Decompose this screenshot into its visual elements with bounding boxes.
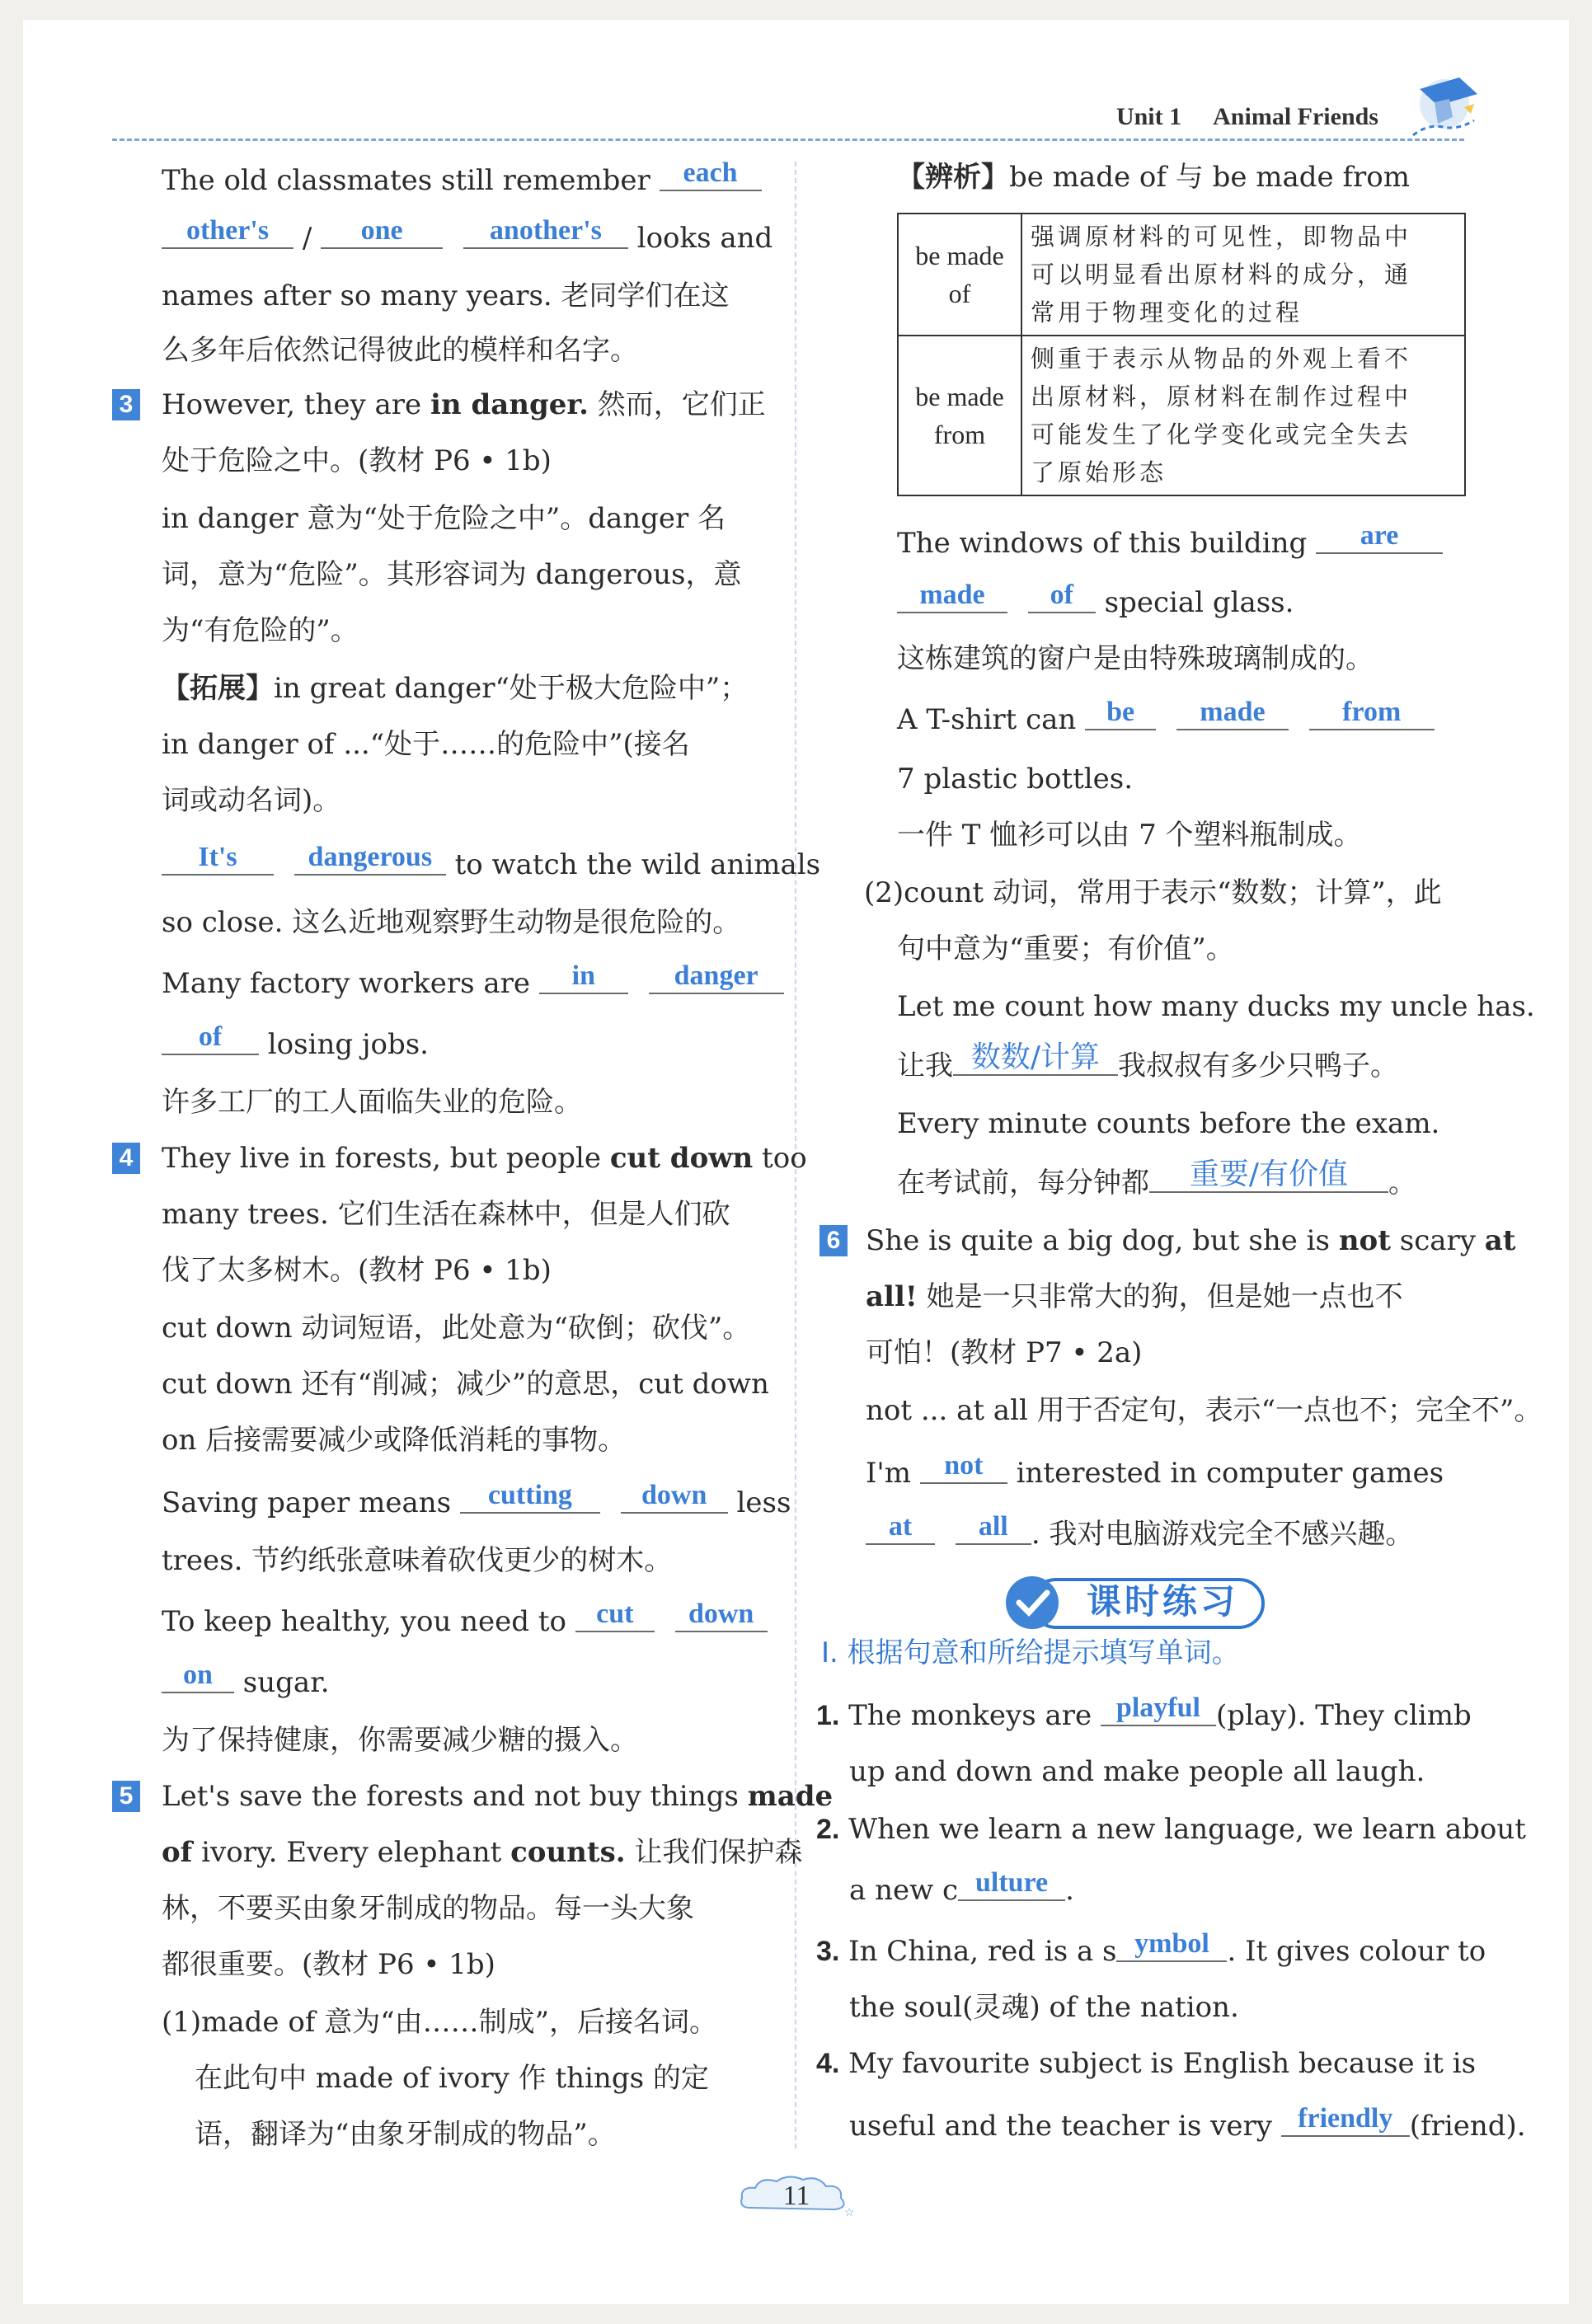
practice-title: 课时练习 [1087,1581,1239,1622]
answer-blank: all [956,1510,1031,1545]
answer-blank: of [162,1021,259,1055]
question-3-cont: the soul(灵魂) of the nation. [849,1991,1239,2024]
paragraph-line: 句中意为“重要；有价值”。 [897,932,1234,965]
paragraph-line: many trees. 它们生活在森林中，但是人们砍 [162,1198,730,1231]
item-number-badge: 6 [819,1225,848,1256]
example-line: The windows of this building are [897,523,1443,564]
paragraph-line: 处于危险之中。(教材 P6 • 1b) [162,444,552,477]
paragraph-line: in danger 意为“处于危险之中”。danger 名 [162,502,726,535]
page-header [112,92,1481,142]
svg-text:☆: ☆ [844,2206,855,2219]
example-line: Every minute counts before the exam. [897,1107,1440,1140]
answer-blank: one [321,214,443,249]
answer-blank: made [1176,696,1289,730]
item-number-badge: 3 [112,389,140,420]
example-line: made of special glass. [897,582,1294,623]
answer-blank: It's [162,841,274,876]
example-line: on sugar. [162,1662,330,1703]
paragraph-line: 语，翻译为“由象牙制成的物品”。 [195,2118,616,2151]
paragraph-line: of ivory. Every elephant counts. 让我们保护森 [162,1836,803,1869]
paragraph-line: in danger of ...“处于……的危险中”(接名 [162,728,690,761]
page-number: 11 [782,2181,810,2211]
question-1: 1. The monkeys are playful (play). They climb [816,1693,1472,1732]
answer-blank: in [539,960,628,994]
question-1-cont: up and down and make people all laugh. [849,1755,1425,1788]
comparison-table [897,213,1466,496]
answer-blank: cut [575,1598,655,1632]
paragraph-line: (2)count 动词，常用于表示“数数；计算”，此 [864,876,1442,909]
example-line: 为了保持健康，你需要减少糖的摄入。 [162,1724,638,1757]
paragraph-line: They live in forests, but people cut down too [162,1142,807,1175]
table-row [898,336,1465,495]
paragraph-line: 在此句中 made of ivory 作 things 的定 [195,2062,709,2095]
unit-title: Animal Friends [1213,103,1378,130]
answer-blank: another's [463,214,628,249]
answer-blank: made [897,579,1007,613]
example-line: To keep healthy, you need to cut down [162,1601,768,1642]
paragraph-line: The old classmates still remember each [162,160,762,201]
paragraph-line: 可怕！(教材 P7 • 2a) [866,1336,1143,1369]
unit-label: Unit 1 [1115,103,1182,130]
example-line: so close. 这么近地观察野生动物是很危险的。 [162,906,741,939]
paragraph-line: She is quite a big dog, but she is not scary at [866,1224,1516,1257]
header-divider [112,139,1464,141]
table-cell-term: be made from [898,336,1021,495]
example-line: 许多工厂的工人面临失业的危险。 [162,1086,582,1119]
answer-blank: 数数/计算 [953,1041,1118,1076]
example-line: Saving paper means cutting down less [162,1480,791,1519]
example-line: A T-shirt can be made from [897,699,1435,740]
item-number-badge: 4 [112,1143,140,1174]
paragraph-line: on 后接需要减少或降低消耗的事物。 [162,1424,627,1457]
answer-blank: danger [649,960,784,994]
graduation-cap-icon [1395,66,1486,145]
answer-blank: friendly [1281,2102,1410,2137]
paragraph-line: 林，不要买由象牙制成的物品。每一头大象 [162,1892,694,1925]
answer-blank: playful [1101,1692,1216,1726]
question-4-cont: useful and the teacher is very friendly (friend). [849,2103,1526,2143]
example-line: I'm not interested in computer games [866,1450,1444,1490]
example-line: 7 plastic bottles. [897,763,1133,796]
answer-blank: ymbol [1116,1927,1227,1962]
answer-blank: of [1028,579,1096,613]
answer-blank: are [1316,519,1443,554]
example-line: Many factory workers are in danger [162,963,784,1004]
answer-blank: at [866,1510,935,1545]
question-2-cont: a new c ulture . [849,1867,1074,1907]
paragraph-line: 为“有危险的”。 [162,614,359,647]
paragraph-line: 都很重要。(教材 P6 • 1b) [162,1948,495,1981]
example-line: 这栋建筑的窗户是由特殊玻璃制成的。 [897,642,1374,675]
section-heading: Ⅰ. 根据句意和所给提示填写单词。 [821,1636,1240,1669]
paragraph-line: However, they are in danger. 然而，它们正 [162,388,766,421]
answer-blank: down [675,1598,768,1632]
answer-blank: other's [162,214,294,249]
answer-blank: down [621,1479,728,1514]
example-line: at all . 我对电脑游戏完全不感兴趣。 [866,1514,1413,1555]
comparison-heading: 【辨析】be made of 与 be made from [897,161,1411,194]
item-number-badge: 5 [112,1781,140,1812]
example-line: of losing jobs. [162,1024,429,1065]
example-line: 一件 T 恤衫可以由 7 个塑料瓶制成。 [897,819,1362,852]
question-3: 3. In China, red is a s ymbol . It gives colour to [816,1928,1486,1968]
paragraph-line: 【拓展】in great danger“处于极大危险中”； [162,672,749,705]
paragraph-line: cut down 动词短语，此处意为“砍倒；砍伐”。 [162,1312,751,1345]
example-line: 让我 数数/计算 我叔叔有多少只鸭子。 [897,1040,1398,1082]
answer-blank: 重要/有价值 [1149,1158,1388,1193]
paragraph-line: names after so many years. 老同学们在这 [162,279,730,312]
example-line: It's dangerous to watch the wild animals [162,844,820,885]
answer-blank: from [1309,696,1435,730]
paragraph-line: all! 她是一只非常大的狗，但是她一点也不 [866,1280,1403,1313]
answer-blank: cutting [460,1479,600,1514]
paragraph-line: cut down 还有“削减；减少”的意思，cut down [162,1368,769,1401]
example-line: trees. 节约纸张意味着砍伐更少的树木。 [162,1544,673,1577]
example-line: 在考试前，每分钟都 重要/有价值 。 [897,1157,1416,1200]
table-cell-explanation: 强调原材料的可见性，即物品中 可以明显看出原材料的成分，通 常用于物理变化的过程 [1021,214,1465,336]
answer-blank: ulture [958,1866,1065,1901]
question-4: 4. My favourite subject is English because it is [816,2047,1477,2080]
paragraph-line: other's / one another's looks and [162,218,773,259]
answer-blank: each [660,157,762,191]
answer-blank: not [920,1449,1007,1484]
answer-blank: on [162,1659,234,1693]
paragraph-line: not ... at all 用于否定句，表示“一点也不；完全不”。 [866,1394,1543,1427]
paragraph-line: 么多年后依然记得彼此的模样和名字。 [162,334,638,367]
answer-blank: dangerous [294,841,446,876]
paragraph-line: Let's save the forests and not buy things made [162,1780,834,1813]
table-cell-explanation: 侧重于表示从物品的外观上看不 出原材料，原材料在制作过程中 可能发生了化学变化或完全失去 了原始形态 [1021,336,1465,495]
paragraph-line: (1)made of 意为“由……制成”，后接名词。 [162,2006,717,2039]
table-cell-term: be made of [898,214,1021,336]
paragraph-line: 伐了太多树木。(教材 P6 • 1b) [162,1254,552,1287]
paragraph-line: 词，意为“危险”。其形容词为 dangerous，意 [162,558,742,591]
answer-blank: be [1085,696,1156,730]
table-row [898,214,1465,336]
paragraph-line: 词或动名词)。 [162,784,341,817]
example-line: Let me count how many ducks my uncle has. [897,990,1535,1023]
question-2: 2. When we learn a new language, we learn about [816,1813,1526,1846]
